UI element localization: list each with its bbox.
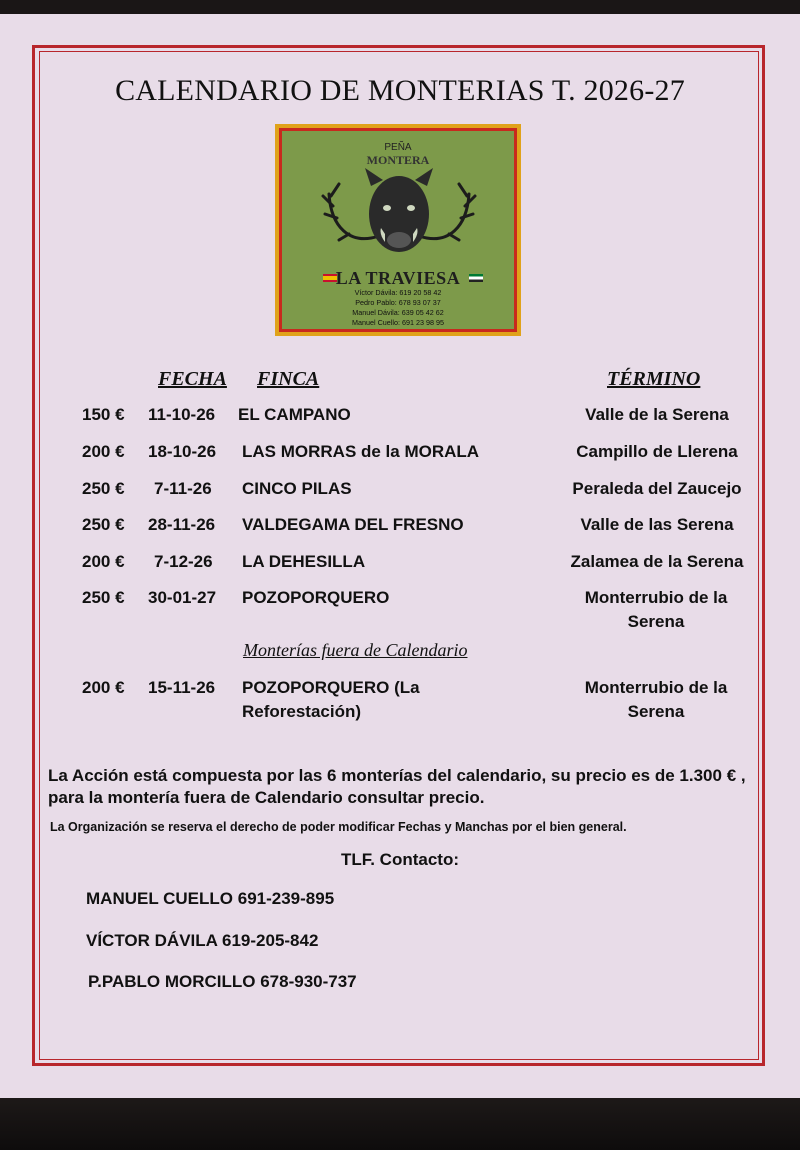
pena-logo [275, 124, 521, 336]
row-date: 18-10-26 [148, 442, 217, 461]
header-finca: FINCA [257, 368, 320, 390]
row-finca: LAS MORRAS de la MORALA [242, 442, 480, 461]
contact-title: TLF. Contacto: [340, 850, 460, 869]
logo-contact-line: Pedro Pablo: 678 93 07 37 [355, 298, 441, 307]
row-finca: POZOPORQUERO (La Reforestación) [242, 678, 420, 721]
row-termino: Valle de las Serena [580, 515, 734, 534]
row-price: 200 € [82, 678, 125, 697]
row-termino: Zalamea de la Serena [570, 552, 744, 571]
row-price: 200 € [82, 552, 125, 571]
row-termino: Campillo de Llerena [576, 442, 738, 461]
row-finca: LA DEHESILLA [242, 552, 366, 571]
row-termino: Monterrubio de la Serena [584, 678, 728, 721]
row-date: 7-12-26 [154, 552, 213, 571]
header-termino: TÉRMINO [607, 368, 701, 390]
logo-contact-line: Víctor Dávila: 619 20 58 42 [354, 288, 442, 297]
row-finca: POZOPORQUERO [242, 588, 390, 607]
contact-manuel-cuello: MANUEL CUELLO 691-239-895 [86, 889, 335, 908]
row-price: 250 € [82, 479, 125, 498]
top-dark-band [0, 0, 800, 14]
boar-antlers-icon [319, 166, 479, 266]
fuera-calendario-title: Monterías fuera de Calendario [243, 640, 468, 660]
contact-ppablo-morcillo: P.PABLO MORCILLO 678-930-737 [88, 972, 357, 991]
row-finca: EL CAMPANO [238, 405, 351, 424]
page-title: CALENDARIO DE MONTERIAS T. 2026-27 [115, 74, 685, 107]
row-price: 250 € [82, 515, 125, 534]
row-date: 30-01-27 [148, 588, 217, 607]
logo-name: LA TRAVIESA [335, 268, 461, 288]
logo-montera-text: MONTERA [366, 153, 430, 167]
row-date: 7-11-26 [154, 479, 212, 498]
organizacion-note: La Organización se reserva el derecho de poder modificar Fechas y Manchas por el bien general. [50, 820, 627, 834]
row-termino: Monterrubio de la Serena [584, 588, 728, 631]
header-fecha: FECHA [158, 368, 227, 390]
row-price: 250 € [82, 588, 125, 607]
logo-contacts [279, 288, 517, 328]
logo-pena-text: PEÑA [384, 142, 412, 153]
contact-victor-davila: VÍCTOR DÁVILA 619-205-842 [86, 931, 319, 950]
bottom-dark-band [0, 1098, 800, 1150]
row-date: 15-11-26 [148, 678, 216, 697]
extremadura-flag-icon [469, 274, 483, 282]
row-finca: VALDEGAMA DEL FRESNO [242, 515, 464, 534]
row-finca: CINCO PILAS [242, 479, 352, 498]
row-date: 11-10-26 [148, 405, 216, 424]
logo-contact-line: Manuel Cuello: 691 23 98 95 [352, 318, 444, 327]
row-date: 28-11-26 [148, 515, 216, 534]
row-termino: Valle de la Serena [585, 405, 729, 424]
logo-contact-line: Manuel Dávila: 639 05 42 62 [352, 308, 444, 317]
row-price: 150 € [82, 405, 125, 424]
accion-paragraph: La Acción está compuesta por las 6 monterías del calendario, su precio es de 1.300 € , para la montería fuera de Calendario consultar precio. [48, 766, 746, 807]
row-termino: Peraleda del Zaucejo [572, 479, 742, 498]
row-price: 200 € [82, 442, 125, 461]
